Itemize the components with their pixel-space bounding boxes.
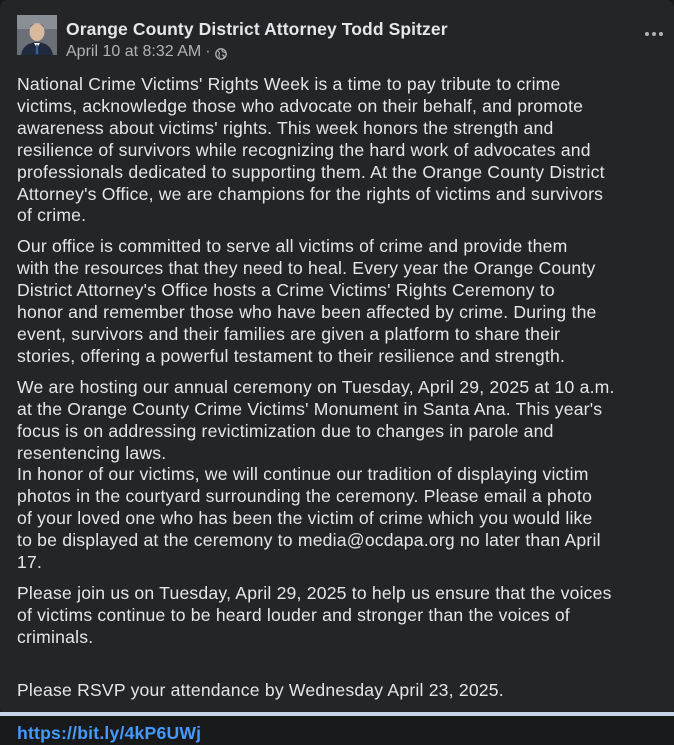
post-paragraph: Please join us on Tuesday, April 29, 2025 to help us ensure that the voices of victims continue to be heard louder and stronger than the voices of criminals. [17, 582, 612, 647]
post-paragraph: We are hosting our annual ceremony on Tuesday, April 29, 2025 at 10 a.m. at the Orange County Crime Victims' Monument in Santa Ana. This year's focus is on addressing revictimization due to changes in parole and resentencing laws. In honor of our victims, we will continue our tradition of displaying victim photos in the courtyard surrounding the ceremony. Please email a photo of your loved one who has been the victim of crime which you would like to be displayed at the ceremony to media@ocdapa.org no later than April 17. [17, 376, 615, 573]
post-text [17, 74, 674, 745]
meta-separator: · [205, 43, 211, 60]
post-meta [66, 43, 227, 61]
rsvp-text: Please RSVP your attendance by Wednesday April 23, 2025. [17, 679, 504, 700]
post-paragraph: Our office is committed to serve all victims of crime and provide them with the resources that they need to heal. Every year the Orange County District Attorney's Office hosts a Crime Victims' Rights Ceremony to honor and remember those who have been affected by crime. During the event, survivors and their families are given a platform to share their stories, offering a powerful testament to their resilience and strength. [17, 236, 597, 366]
rsvp-paragraph [17, 658, 674, 745]
more-options-icon [644, 31, 664, 37]
globe-icon [215, 47, 227, 59]
author-avatar[interactable] [17, 15, 57, 55]
more-options-button[interactable] [640, 24, 668, 44]
rsvp-link[interactable]: https://bit.ly/4kP6UWj [17, 723, 202, 744]
post-paragraph: National Crime Victims' Rights Week is a time to pay tribute to crime victims, acknowledge those who advocate on their behalf, and promote awareness about victims' rights. This week honors the strength and resilience of survivors while recognizing the hard work of advocates and professionals dedicated to supporting them. At the Orange County District Attorney's Office, we are champions for the rights of victims and survivors of crime. [17, 74, 605, 226]
avatar-photo [17, 15, 57, 55]
post-bottom-divider [0, 712, 674, 716]
post-timestamp[interactable]: April 10 at 8:32 AM [66, 43, 202, 60]
post-header [0, 0, 674, 72]
author-name[interactable]: Orange County District Attorney Todd Spitzer [66, 19, 448, 39]
